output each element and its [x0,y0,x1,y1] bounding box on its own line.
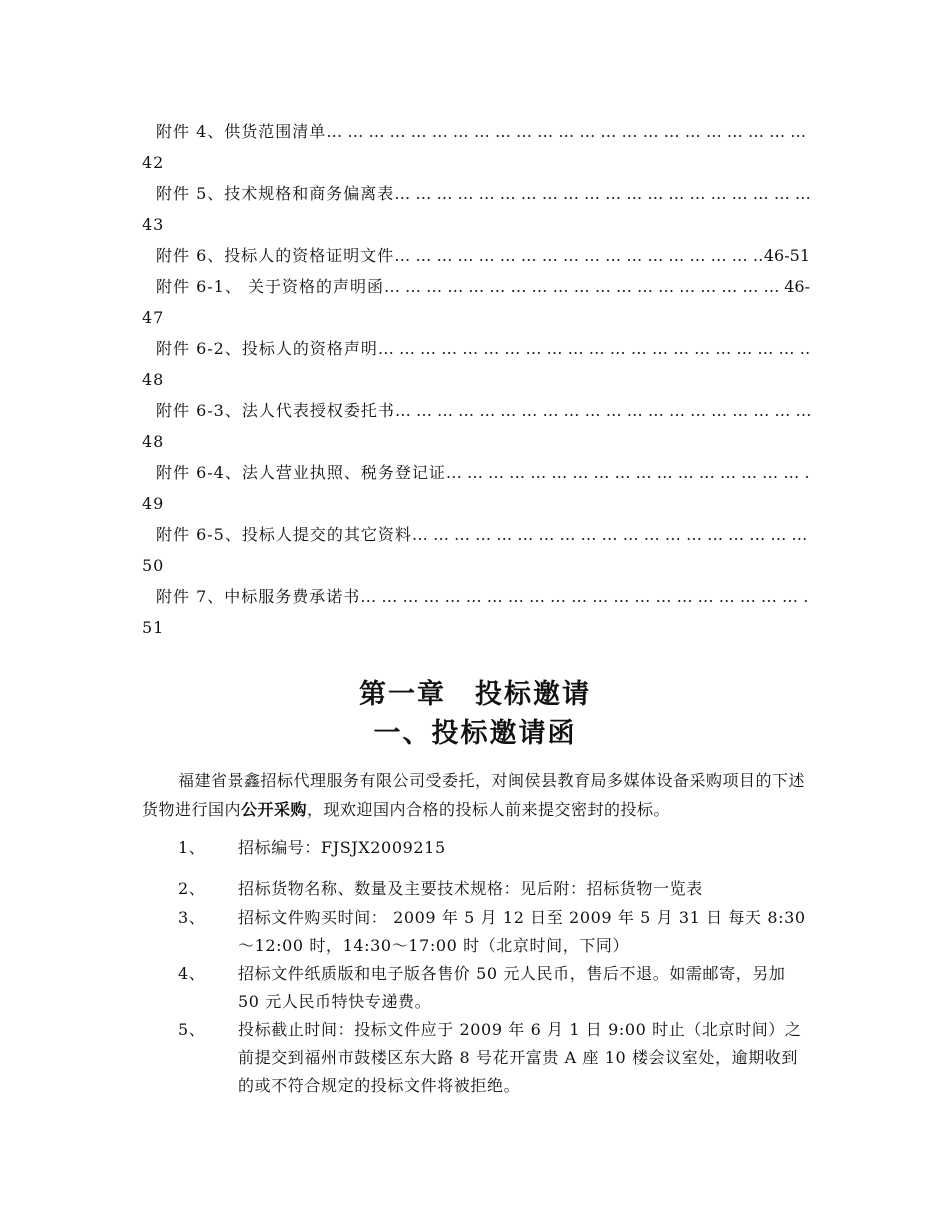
list-item-number: 2、 [178,879,206,898]
toc-page-number: 50 [142,556,165,575]
chapter-title: 第一章 投标邀请 [359,679,591,710]
list-item-number: 1、 [178,838,206,857]
toc-entry[interactable] [142,581,810,643]
list-item [142,960,810,1016]
toc-page-number: 48 [142,370,165,389]
toc-leader-dots [384,271,784,302]
list-item-number: 5、 [178,1020,206,1039]
toc-label: 附件 6-1、 关于资格的声明函 [156,277,384,296]
list-item-text: 招标文件购买时间： 2009 年 5 月 12 日至 2009 年 5 月 31 日 每天 8:30～12:00 时，14:30～17:00 时（北京时间，下同） [238,908,806,955]
toc-leader-dots [394,240,764,271]
toc-label: 附件 6-2、投标人的资格声明 [156,339,378,358]
toc-leader-dots [326,116,810,147]
list-item-text: 投标截止时间：投标文件应于 2009 年 6 月 1 日 9:00 时止（北京时间）之前提交到福州市鼓楼区东大路 8 号花开富贵 A 座 10 楼会议室处，逾期收到的或不符合规定的投标文件将被拒绝。 [238,1020,802,1095]
invitation-list [142,834,810,1100]
list-item-text: 招标编号：FJSJX2009215 [238,838,446,857]
toc-label: 附件 6-4、法人营业执照、税务登记证 [156,463,446,482]
table-of-contents [142,116,810,643]
toc-page-number: 48 [142,432,165,451]
toc-leader-dots [394,178,810,209]
intro-text: 福建省景鑫招标代理服务有限公司受委托，对闽侯县教育局多媒体设备采购项目的下述货物进行国内 [142,771,806,819]
toc-page-number: 49 [142,494,165,513]
toc-entry[interactable] [142,395,810,457]
intro-emphasis: 公开采购 [241,800,308,819]
toc-leader-dots [378,333,810,364]
toc-entry[interactable] [142,178,810,240]
toc-page-number: 46-51 [763,246,810,265]
toc-label: 附件 6、投标人的资格证明文件 [156,246,395,265]
toc-entry[interactable] [142,271,810,333]
toc-entry[interactable] [142,240,810,271]
list-item [142,1016,810,1100]
list-item [142,875,810,903]
toc-page-number: 43 [142,215,165,234]
toc-page-number: 46- [784,277,810,296]
toc-leader-dots [412,519,810,550]
list-item [142,904,810,960]
toc-label: 附件 6-3、法人代表授权委托书 [156,401,395,420]
toc-page-number: 42 [142,153,165,172]
toc-entry[interactable] [142,116,810,178]
toc-label: 附件 5、技术规格和商务偏离表 [156,184,395,203]
list-item-number: 3、 [178,908,206,927]
toc-label: 附件 7、中标服务费承诺书 [156,587,361,606]
list-item-text: 招标文件纸质版和电子版各售价 50 元人民币，售后不退。如需邮寄，另加 50 元人民币特快专递费。 [238,964,786,1011]
list-item-number: 4、 [178,964,206,983]
section-title: 一、投标邀请函 [373,718,577,749]
intro-text: ，现欢迎国内合格的投标人前来提交密封的投标。 [307,800,671,819]
toc-label: 附件 4、供货范围清单 [156,122,327,141]
toc-entry[interactable] [142,457,810,519]
toc-page-number: 51 [142,618,165,637]
toc-leader-dots [446,457,810,488]
toc-entry[interactable] [142,333,810,395]
list-item-text: 招标货物名称、数量及主要技术规格：见后附：招标货物一览表 [238,879,703,898]
toc-leader-dots [360,581,810,612]
toc-leader-dots [395,395,810,426]
list-item [142,834,810,862]
toc-page-number: 47 [142,308,165,327]
toc-entry[interactable] [142,519,810,581]
intro-paragraph [142,766,810,824]
toc-label: 附件 6-5、投标人提交的其它资料 [156,525,412,544]
